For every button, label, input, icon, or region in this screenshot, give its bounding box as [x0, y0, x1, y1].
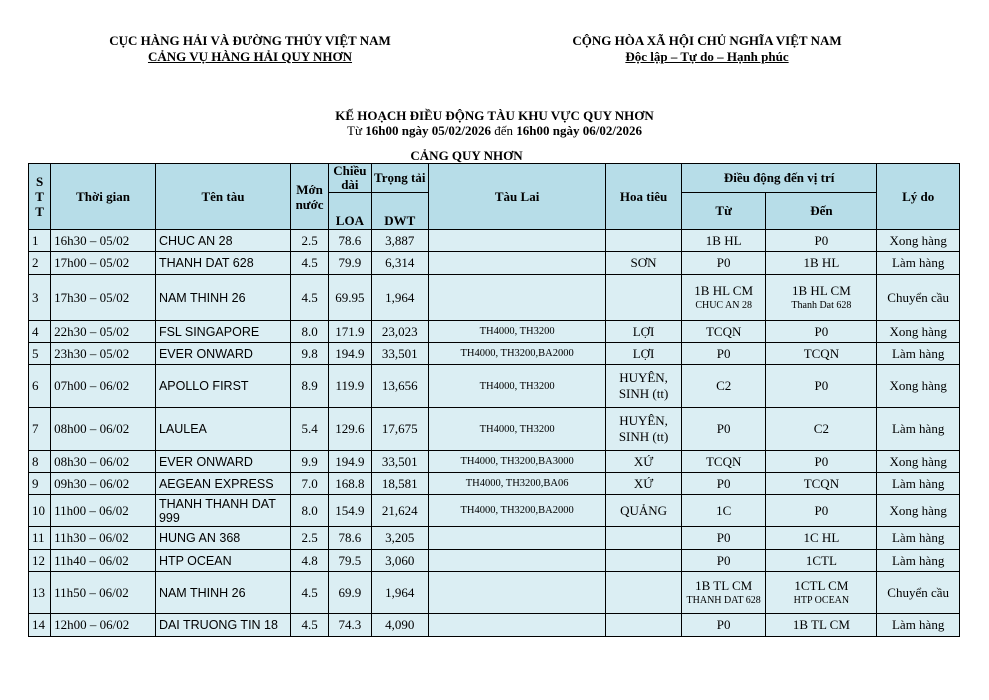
- cell-reason: Chuyển cầu: [877, 572, 960, 614]
- cell-loa: 119.9: [329, 365, 371, 408]
- cell-tug: [428, 572, 605, 614]
- cell-reason: Làm hàng: [877, 343, 960, 365]
- cell-to: [766, 495, 877, 527]
- agency-name: CỤC HÀNG HẢI VÀ ĐƯỜNG THỦY VIỆT NAM: [109, 33, 391, 48]
- col-move-group: Điều động đến vị trí: [681, 164, 876, 193]
- country-name: CỘNG HÒA XÃ HỘI CHỦ NGHĨA VIỆT NAM: [572, 33, 842, 48]
- motto: Độc lập – Tự do – Hạnh phúc: [625, 49, 789, 64]
- cell-loa: 78.6: [329, 230, 371, 252]
- table-row: [29, 252, 960, 275]
- cell-draft: 4.8: [290, 550, 328, 572]
- table-row: [29, 572, 960, 614]
- col-from: Từ: [681, 193, 766, 230]
- cell-to-main: 1CTL: [805, 552, 837, 568]
- cell-dwt: 6,314: [371, 252, 428, 275]
- cell-stt: 4: [29, 321, 51, 343]
- table-row: [29, 473, 960, 495]
- col-stt: S T T: [29, 164, 51, 230]
- cell-dwt: 1,964: [371, 275, 428, 321]
- cell-ship: NAM THINH 26: [155, 275, 290, 321]
- cell-to-main: 1B HL: [803, 255, 840, 270]
- cell-reason: Làm hàng: [877, 614, 960, 637]
- cell-from-main: 1C: [716, 502, 732, 518]
- cell-from-main: P0: [716, 345, 731, 361]
- cell-tug: TH4000, TH3200: [428, 408, 605, 451]
- cell-loa: 79.5: [329, 550, 371, 572]
- cell-to-main: TCQN: [803, 475, 840, 491]
- cell-from: [681, 572, 766, 614]
- cell-tug: TH4000, TH3200,BA2000: [428, 495, 605, 527]
- cell-to: [766, 252, 877, 275]
- cell-loa: 168.8: [329, 473, 371, 495]
- cell-to: [766, 527, 877, 550]
- cell-pilot: XỨ: [606, 451, 682, 473]
- cell-from: [681, 473, 766, 495]
- table-row: [29, 495, 960, 527]
- cell-from: [681, 614, 766, 637]
- cell-draft: 5.4: [290, 408, 328, 451]
- cell-dwt: 21,624: [371, 495, 428, 527]
- cell-stt: 8: [29, 451, 51, 473]
- cell-from-detail: THANH DAT 628: [686, 594, 761, 606]
- cell-time: 08h30 – 06/02: [51, 451, 156, 473]
- col-draft: Mớn nước: [290, 164, 328, 230]
- cell-dwt: 33,501: [371, 451, 428, 473]
- cell-pilot: HUYÊN, SINH (tt): [606, 365, 682, 408]
- cell-to-main: 1B TL CM: [792, 617, 850, 632]
- cell-draft: 7.0: [290, 473, 328, 495]
- cell-stt: 9: [29, 473, 51, 495]
- cell-from: [681, 550, 766, 572]
- port-name: CẢNG QUY NHƠN: [410, 148, 523, 163]
- cell-to: [766, 572, 877, 614]
- cell-stt: 13: [29, 572, 51, 614]
- table-row: [29, 614, 960, 637]
- cell-draft: 4.5: [290, 572, 328, 614]
- cell-loa: 69.9: [329, 572, 371, 614]
- cell-pilot: HUYÊN, SINH (tt): [606, 408, 682, 451]
- cell-from: [681, 230, 766, 252]
- cell-reason: Làm hàng: [877, 473, 960, 495]
- cell-ship: HUNG AN 368: [155, 527, 290, 550]
- col-ship: Tên tàu: [155, 164, 290, 230]
- cell-pilot: [606, 550, 682, 572]
- cell-ship: AEGEAN EXPRESS: [155, 473, 290, 495]
- cell-reason: Làm hàng: [877, 408, 960, 451]
- cell-stt: 11: [29, 527, 51, 550]
- cell-loa: 74.3: [329, 614, 371, 637]
- table-row: [29, 230, 960, 252]
- cell-draft: 9.8: [290, 343, 328, 365]
- cell-to-main: 1B HL CM: [792, 282, 851, 298]
- ship-schedule-table: [28, 163, 960, 637]
- cell-to-main: C2: [813, 421, 829, 436]
- cell-tug: [428, 614, 605, 637]
- cell-tug: TH4000, TH3200,BA3000: [428, 451, 605, 473]
- cell-draft: 2.5: [290, 527, 328, 550]
- cell-ship: HTP OCEAN: [155, 550, 290, 572]
- cell-to: [766, 343, 877, 365]
- cell-to: [766, 550, 877, 572]
- cell-time: 16h30 – 05/02: [51, 230, 156, 252]
- cell-to-main: P0: [814, 502, 829, 518]
- cell-tug: [428, 252, 605, 275]
- table-row: [29, 527, 960, 550]
- cell-from: [681, 365, 766, 408]
- cell-time: 07h00 – 06/02: [51, 365, 156, 408]
- cell-dwt: 33,501: [371, 343, 428, 365]
- col-tug: Tàu Lai: [428, 164, 605, 230]
- cell-to-main: P0: [814, 453, 829, 469]
- cell-draft: 4.5: [290, 252, 328, 275]
- cell-draft: 9.9: [290, 451, 328, 473]
- cell-time: 22h30 – 05/02: [51, 321, 156, 343]
- cell-time: 11h00 – 06/02: [51, 495, 156, 527]
- cell-tug: TH4000, TH3200: [428, 321, 605, 343]
- cell-from-main: P0: [716, 475, 731, 491]
- cell-to-main: 1CTL CM: [794, 577, 849, 593]
- cell-time: 11h50 – 06/02: [51, 572, 156, 614]
- cell-ship: THANH THANH DAT 999: [155, 495, 290, 527]
- cell-ship: FSL SINGAPORE: [155, 321, 290, 343]
- cell-reason: Làm hàng: [877, 550, 960, 572]
- cell-reason: Làm hàng: [877, 252, 960, 275]
- cell-dwt: 4,090: [371, 614, 428, 637]
- cell-time: 11h40 – 06/02: [51, 550, 156, 572]
- cell-from-main: P0: [716, 530, 731, 545]
- cell-to-detail: Thanh Dat 628: [791, 299, 852, 311]
- cell-to-detail: HTP OCEAN: [793, 594, 850, 606]
- cell-tug: [428, 230, 605, 252]
- document-title: KẾ HOẠCH ĐIỀU ĐỘNG TÀU KHU VỰC QUY NHƠN: [335, 108, 654, 123]
- cell-tug: TH4000, TH3200,BA06: [428, 473, 605, 495]
- cell-stt: 10: [29, 495, 51, 527]
- national-motto: [497, 33, 917, 65]
- cell-reason: Xong hàng: [877, 230, 960, 252]
- cell-to: [766, 275, 877, 321]
- cell-to: [766, 230, 877, 252]
- cell-draft: 8.9: [290, 365, 328, 408]
- date-range: Từ 16h00 ngày 05/02/2026 đến 16h00 ngày 06/02/2026: [347, 123, 642, 138]
- cell-stt: 7: [29, 408, 51, 451]
- cell-time: 17h00 – 05/02: [51, 252, 156, 275]
- cell-reason: Xong hàng: [877, 321, 960, 343]
- cell-from-main: 1B TL CM: [695, 577, 753, 593]
- cell-from: [681, 495, 766, 527]
- cell-to: [766, 473, 877, 495]
- cell-draft: 2.5: [290, 230, 328, 252]
- cell-time: 08h00 – 06/02: [51, 408, 156, 451]
- cell-from-main: TCQN: [705, 453, 742, 469]
- cell-dwt: 3,060: [371, 550, 428, 572]
- col-to: Đến: [766, 193, 877, 230]
- cell-time: 23h30 – 05/02: [51, 343, 156, 365]
- cell-loa: 69.95: [329, 275, 371, 321]
- cell-draft: 8.0: [290, 321, 328, 343]
- col-reason: Lý do: [877, 164, 960, 230]
- cell-stt: 3: [29, 275, 51, 321]
- cell-time: 11h30 – 06/02: [51, 527, 156, 550]
- cell-from-main: P0: [716, 421, 731, 436]
- col-tonnage: Trọng tải: [371, 164, 428, 193]
- cell-loa: 154.9: [329, 495, 371, 527]
- cell-tug: [428, 550, 605, 572]
- cell-pilot: [606, 527, 682, 550]
- table-row: [29, 451, 960, 473]
- cell-ship: EVER ONWARD: [155, 343, 290, 365]
- cell-time: 17h30 – 05/02: [51, 275, 156, 321]
- cell-dwt: 23,023: [371, 321, 428, 343]
- col-dwt: DWT: [371, 193, 428, 230]
- cell-reason: Xong hàng: [877, 365, 960, 408]
- cell-reason: Chuyển cầu: [877, 275, 960, 321]
- cell-dwt: 13,656: [371, 365, 428, 408]
- cell-from-main: P0: [716, 617, 731, 632]
- cell-to-main: P0: [814, 378, 829, 393]
- table-row: [29, 321, 960, 343]
- cell-stt: 1: [29, 230, 51, 252]
- cell-tug: TH4000, TH3200: [428, 365, 605, 408]
- cell-stt: 6: [29, 365, 51, 408]
- cell-ship: EVER ONWARD: [155, 451, 290, 473]
- cell-to: [766, 451, 877, 473]
- cell-loa: 129.6: [329, 408, 371, 451]
- agency-header: [40, 33, 460, 65]
- cell-dwt: 1,964: [371, 572, 428, 614]
- table-row: [29, 550, 960, 572]
- cell-time: 12h00 – 06/02: [51, 614, 156, 637]
- cell-from: [681, 408, 766, 451]
- cell-reason: Xong hàng: [877, 495, 960, 527]
- cell-from-main: P0: [716, 552, 731, 568]
- cell-draft: 8.0: [290, 495, 328, 527]
- cell-pilot: [606, 614, 682, 637]
- cell-pilot: QUẢNG: [606, 495, 682, 527]
- cell-dwt: 17,675: [371, 408, 428, 451]
- cell-dwt: 3,887: [371, 230, 428, 252]
- cell-loa: 78.6: [329, 527, 371, 550]
- cell-stt: 5: [29, 343, 51, 365]
- cell-stt: 12: [29, 550, 51, 572]
- cell-loa: 171.9: [329, 321, 371, 343]
- cell-from-main: C2: [716, 378, 732, 393]
- cell-from-main: 1B HL CM: [694, 282, 754, 298]
- cell-draft: 4.5: [290, 614, 328, 637]
- port-authority-name: CẢNG VỤ HÀNG HẢI QUY NHƠN: [147, 49, 353, 64]
- cell-pilot: LỢI: [606, 343, 682, 365]
- cell-ship: DAI TRUONG TIN 18: [155, 614, 290, 637]
- cell-to-main: TCQN: [803, 345, 840, 361]
- cell-ship: CHUC AN 28: [155, 230, 290, 252]
- cell-pilot: LỢI: [606, 321, 682, 343]
- cell-tug: TH4000, TH3200,BA2000: [428, 343, 605, 365]
- cell-stt: 14: [29, 614, 51, 637]
- cell-pilot: [606, 572, 682, 614]
- cell-pilot: [606, 230, 682, 252]
- cell-stt: 2: [29, 252, 51, 275]
- col-length: Chiều dài: [329, 164, 371, 193]
- cell-dwt: 3,205: [371, 527, 428, 550]
- cell-ship: THANH DAT 628: [155, 252, 290, 275]
- cell-to-main: 1C HL: [803, 530, 840, 545]
- cell-draft: 4.5: [290, 275, 328, 321]
- cell-to: [766, 408, 877, 451]
- cell-from: [681, 321, 766, 343]
- col-pilot: Hoa tiêu: [606, 164, 682, 230]
- cell-tug: [428, 527, 605, 550]
- cell-ship: LAULEA: [155, 408, 290, 451]
- cell-to: [766, 321, 877, 343]
- col-time: Thời gian: [51, 164, 156, 230]
- cell-to: [766, 365, 877, 408]
- cell-loa: 79.9: [329, 252, 371, 275]
- cell-reason: Làm hàng: [877, 527, 960, 550]
- cell-to: [766, 614, 877, 637]
- cell-to-main: P0: [814, 232, 829, 248]
- cell-reason: Xong hàng: [877, 451, 960, 473]
- cell-tug: [428, 275, 605, 321]
- cell-from: [681, 343, 766, 365]
- table-row: [29, 408, 960, 451]
- table-row: [29, 275, 960, 321]
- cell-from: [681, 252, 766, 275]
- col-loa: LOA: [329, 193, 371, 230]
- table-row: [29, 365, 960, 408]
- cell-from-detail: CHUC AN 28: [695, 299, 752, 311]
- cell-from-main: P0: [716, 255, 731, 270]
- cell-pilot: SƠN: [606, 252, 682, 275]
- cell-loa: 194.9: [329, 451, 371, 473]
- cell-ship: NAM THINH 26: [155, 572, 290, 614]
- cell-dwt: 18,581: [371, 473, 428, 495]
- cell-pilot: XỨ: [606, 473, 682, 495]
- cell-time: 09h30 – 06/02: [51, 473, 156, 495]
- cell-from-main: TCQN: [705, 323, 742, 339]
- cell-ship: APOLLO FIRST: [155, 365, 290, 408]
- cell-loa: 194.9: [329, 343, 371, 365]
- cell-to-main: P0: [814, 323, 829, 339]
- cell-from: [681, 451, 766, 473]
- cell-from-main: 1B HL: [705, 232, 742, 248]
- cell-from: [681, 527, 766, 550]
- cell-from: [681, 275, 766, 321]
- table-row: [29, 343, 960, 365]
- cell-pilot: [606, 275, 682, 321]
